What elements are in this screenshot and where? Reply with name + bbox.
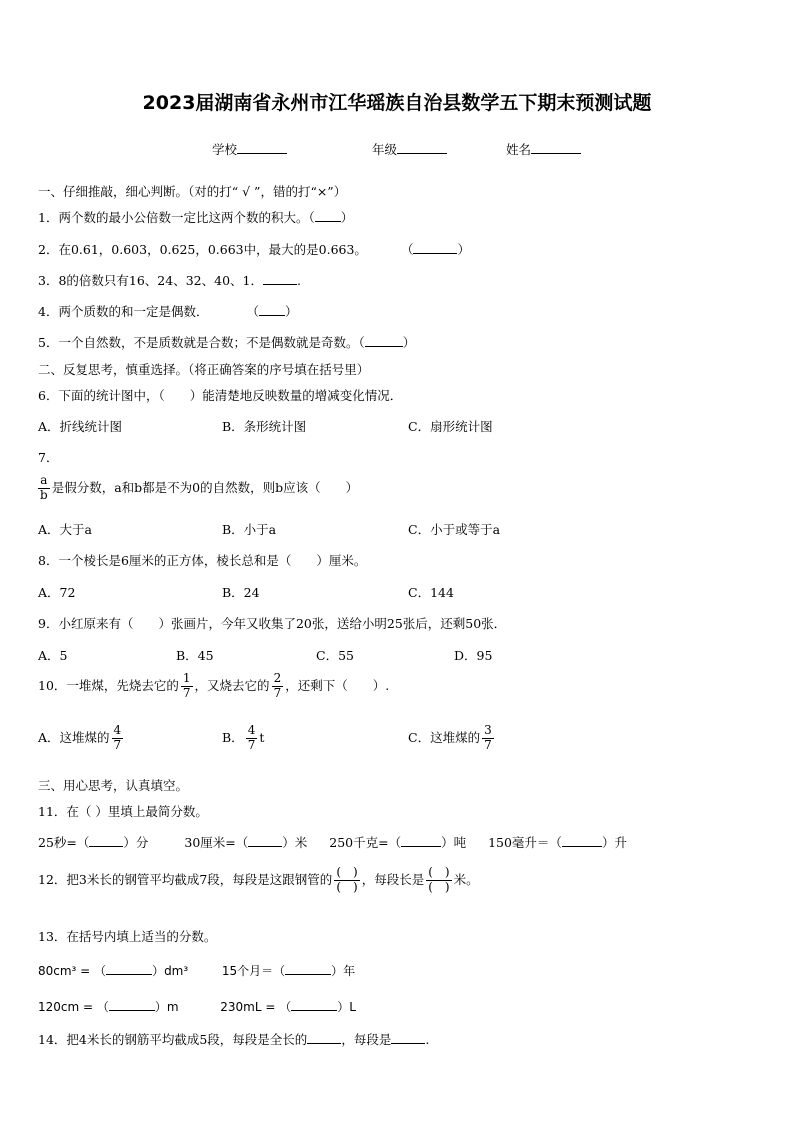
name-label: 姓名 xyxy=(506,142,532,157)
fraction-1-7: $\frac{1}{7}$ xyxy=(182,671,191,700)
grade-label: 年级 xyxy=(372,142,398,157)
section-3-heading: 三、用心思考，认真填空。 xyxy=(38,778,189,793)
question-10 xyxy=(38,672,389,701)
question-12-text-mid: ，每段长是 xyxy=(361,871,425,887)
paren-close: ） xyxy=(402,335,416,350)
fraction-4-7: $\frac{4}{7}$ xyxy=(247,723,256,752)
fraction-a-over-b: $\frac{a}{b}$ xyxy=(40,473,48,502)
question-12 xyxy=(38,866,479,895)
question-14-text-mid: ，每段是 xyxy=(341,1032,392,1047)
q9-option-a: A．5 xyxy=(38,648,68,663)
question-13: 13．在括号内填上适当的分数。 xyxy=(38,929,217,944)
answer-blank xyxy=(263,272,297,285)
question-7-text: 是假分数，a和b都是不为0的自然数，则b应该（ ） xyxy=(51,479,359,495)
question-5-text: 5．一个自然数，不是质数就是合数；不是偶数就是奇数。（ xyxy=(38,335,365,350)
answer-blank xyxy=(391,1031,425,1044)
question-8: 8．一个棱长是6厘米的正方体，棱长总和是（ ）厘米。 xyxy=(38,553,367,568)
answer-blank xyxy=(307,1031,341,1044)
question-10-text-mid: ，又烧去它的 xyxy=(194,677,270,693)
section-1-heading: 一、仔细推敲，细心判断。（对的打“ √ ”，错的打“×”） xyxy=(38,184,347,199)
question-4-text: 4．两个质数的和一定是偶数． xyxy=(38,304,209,319)
question-2-text: 2．在0.61，0.603，0.625，0.663中，最大的是0.663。 xyxy=(38,242,367,257)
question-10-text: 10．一堆煤，先烧去它的 xyxy=(38,677,179,693)
question-11: 11．在（ ）里填上最简分数。 xyxy=(38,804,208,819)
grade-blank xyxy=(397,141,447,154)
question-3-text: 3．8的倍数只有16、24、32、40、1． xyxy=(38,273,263,288)
q10-option-b: B． $\frac{4}{7}$ t xyxy=(222,723,265,752)
answer-blank xyxy=(365,334,403,347)
blank-fraction: $\frac{( )}{( )}$ xyxy=(428,865,450,894)
question-10-text-end: ，还剩下（ ）. xyxy=(285,677,390,693)
grade-field xyxy=(372,140,447,158)
question-5 xyxy=(38,333,415,351)
name-blank xyxy=(531,141,581,154)
paren-close: ） xyxy=(284,304,298,319)
question-6: 6．下面的统计图中，（ ）能清楚地反映数量的增减变化情况． xyxy=(38,388,403,403)
question-1-text: 1．两个数的最小公倍数一定比这两个数的积大。（ xyxy=(38,210,315,225)
paren-open: （ xyxy=(246,304,259,319)
question-11-items: 25秒=（ ）分 30厘米=（ ）米 250千克=（ ）吨 150毫升＝（ ）升 xyxy=(38,835,627,850)
q9-option-b: B．45 xyxy=(176,648,214,663)
question-14 xyxy=(38,1030,429,1048)
question-12-text: 12．把3米长的钢管平均截成7段，每段是这跟钢管的 xyxy=(38,871,333,887)
q7-option-b: B．小于a xyxy=(222,522,277,537)
q10-option-c: C．这堆煤的 $\frac{3}{7}$ xyxy=(408,723,492,752)
q6-option-a: A．折线统计图 xyxy=(38,419,123,434)
q8-option-c: C．144 xyxy=(408,585,454,600)
period: . xyxy=(425,1032,430,1047)
q7-option-c: C．小于或等于a xyxy=(408,522,501,537)
paren-close: ） xyxy=(340,210,354,225)
school-blank xyxy=(237,141,287,154)
question-3 xyxy=(38,271,301,289)
q9-option-c: C．55 xyxy=(316,648,354,663)
school-field xyxy=(212,140,287,158)
q8-option-b: B．24 xyxy=(222,585,260,600)
question-4 xyxy=(38,302,298,320)
question-7-number: 7． xyxy=(38,450,59,465)
q8-option-a: A．72 xyxy=(38,585,76,600)
q7-option-a: A．大于a xyxy=(38,522,92,537)
paren-close: ） xyxy=(457,242,470,257)
blank-fraction: $\frac{( )}{( )}$ xyxy=(336,865,358,894)
q10-option-a: A．这堆煤的 $\frac{4}{7}$ xyxy=(38,723,122,752)
question-7 xyxy=(38,474,358,503)
answer-blank xyxy=(413,241,457,254)
page-title: 2023届湖南省永州市江华瑶族自治县数学五下期末预测试题 xyxy=(142,92,652,114)
paren-open: （ xyxy=(400,242,414,257)
question-1 xyxy=(38,208,353,226)
question-13-row-1: 80cm³ = （ ）dm³ 15个月＝（ ）年 xyxy=(38,964,356,978)
fraction-4-7: $\frac{4}{7}$ xyxy=(113,723,122,752)
section-2-heading: 二、反复思考，慎重选择。（将正确答案的序号填在括号里） xyxy=(38,362,370,377)
answer-blank xyxy=(259,303,285,316)
period: . xyxy=(296,273,301,288)
q6-option-b: B．条形统计图 xyxy=(222,419,307,434)
answer-blank xyxy=(315,209,341,222)
fraction-3-7: $\frac{3}{7}$ xyxy=(484,723,492,752)
question-12-text-end: 米。 xyxy=(453,871,479,887)
name-field xyxy=(506,140,581,158)
q6-option-c: C．扇形统计图 xyxy=(408,419,493,434)
fraction-2-7: $\frac{2}{7}$ xyxy=(273,671,282,700)
question-2 xyxy=(38,240,470,258)
question-13-row-2: 120cm = （ ）m 230mL = （ ）L xyxy=(38,1000,356,1014)
question-9: 9．小红原来有（ ）张画片，今年又收集了20张，送给小明25张后，还剩50张． xyxy=(38,616,507,631)
school-label: 学校 xyxy=(212,142,238,157)
q9-option-d: D．95 xyxy=(454,648,493,663)
question-14-text: 14．把4米长的钢筋平均截成5段，每段是全长的 xyxy=(38,1032,308,1047)
